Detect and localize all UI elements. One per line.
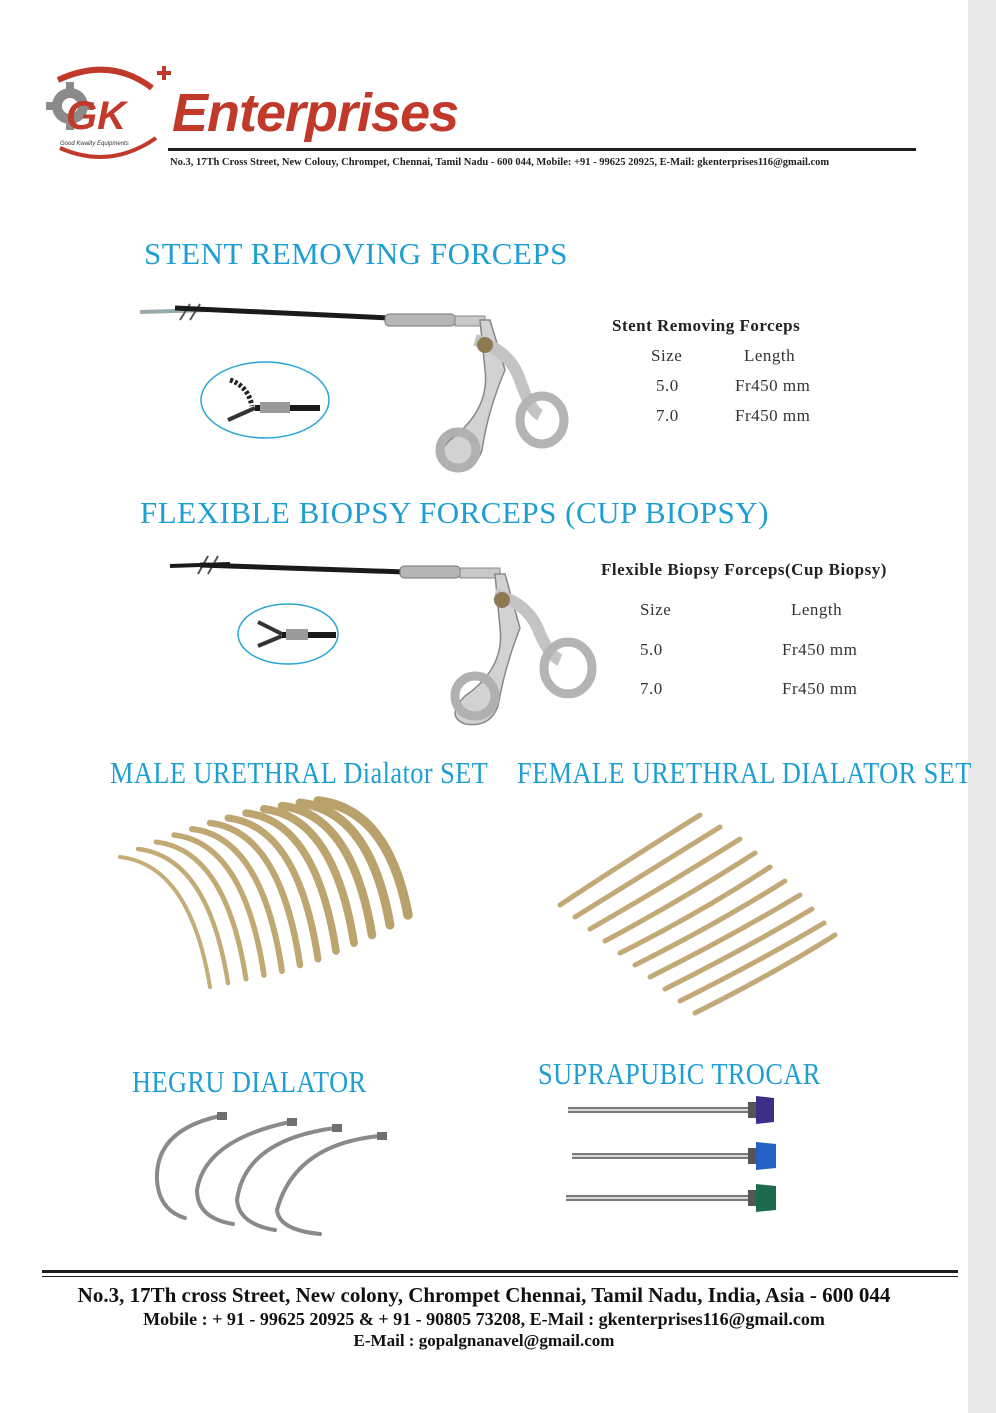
trocar-heading: SUPRAPUBIC TROCAR <box>538 1056 821 1091</box>
stent-row-length: Fr450 mm <box>735 406 811 425</box>
stent-heading: STENT REMOVING FORCEPS <box>144 236 568 271</box>
header-address: No.3, 17Th Cross Street, New Colouy, Chrompet, Chennai, Tamil Nadu - 600 044, Mobile: +91 - 99625 20925, E-Mail: gkenterprises116@gmail.com <box>170 157 830 168</box>
stent-row-size: 7.0 <box>656 406 679 425</box>
stent-table-title: Stent Removing Forceps <box>612 316 801 335</box>
biopsy-col-length: Length <box>791 600 843 619</box>
biopsy-row-size: 7.0 <box>640 679 663 698</box>
hegru-dilator-image <box>145 1100 395 1240</box>
biopsy-forceps-image <box>160 548 610 738</box>
footer-rule <box>42 1270 958 1273</box>
biopsy-col-size: Size <box>640 600 672 619</box>
footer-contact: Mobile : + 91 - 99625 20925 & + 91 - 90805 73208, E-Mail : gkenterprises116@gmail.com <box>143 1309 825 1329</box>
biopsy-row-length: Fr450 mm <box>782 640 858 659</box>
female-dilator-set-image <box>550 805 850 1035</box>
stent-col-size: Size <box>651 346 683 365</box>
tagline: Good Kwality Equipments <box>60 141 129 147</box>
hegru-heading: HEGRU DIALATOR <box>132 1064 367 1099</box>
biopsy-row-length: Fr450 mm <box>782 679 858 698</box>
logo-letters: GK <box>66 94 126 138</box>
footer-email: E-Mail : gopalgnanavel@gmail.com <box>353 1331 615 1350</box>
biopsy-table-title: Flexible Biopsy Forceps(Cup Biopsy) <box>601 560 887 579</box>
male-dilator-set-image <box>100 795 440 1005</box>
biopsy-row-size: 5.0 <box>640 640 663 659</box>
stent-row-size: 5.0 <box>656 376 679 395</box>
stent-forceps-image <box>130 290 580 480</box>
footer-rule-thin <box>42 1276 958 1277</box>
stent-col-length: Length <box>744 346 796 365</box>
page-edge <box>968 0 996 1413</box>
female-dilator-heading: FEMALE URETHRAL DIALATOR SET <box>517 755 972 790</box>
footer-address: No.3, 17Th cross Street, New colony, Chrompet Chennai, Tamil Nadu, India, Asia - 600 044 <box>77 1283 891 1307</box>
brand-name: Enterprises <box>172 83 459 143</box>
stent-row-length: Fr450 mm <box>735 376 811 395</box>
biopsy-heading: FLEXIBLE BIOPSY FORCEPS (CUP BIOPSY) <box>140 495 769 530</box>
suprapubic-trocar-image <box>560 1090 790 1230</box>
header-rule <box>168 148 916 151</box>
male-dilator-heading: MALE URETHRAL Dialator SET <box>110 755 489 790</box>
